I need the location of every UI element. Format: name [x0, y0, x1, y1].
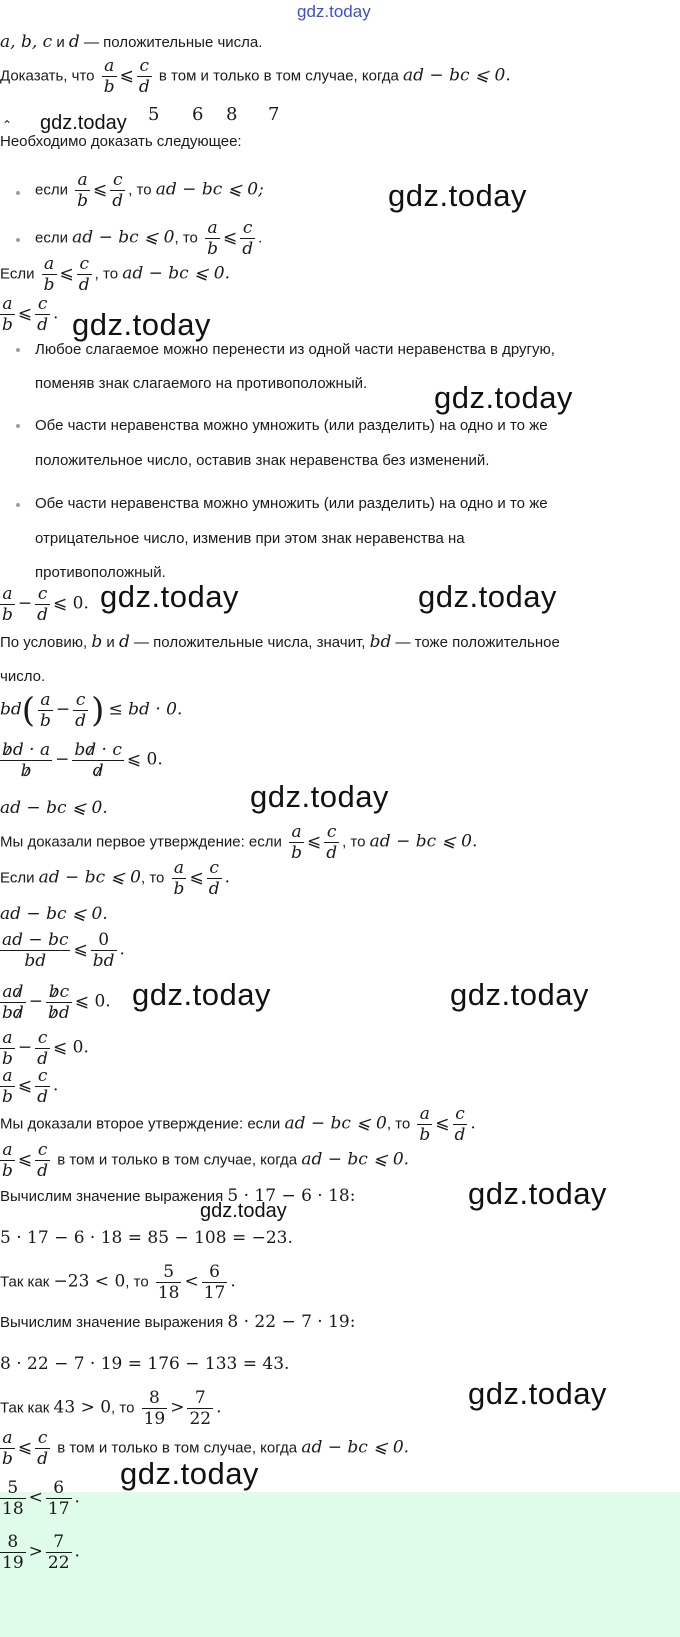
condition-line: По условию, b и d — положительные числа, значит, bd — тоже положительное: [0, 632, 560, 652]
conclusion: $\frac{a}{b}$ ⩽ $\frac{c}{d}$ в том и только в том случае, когда ad − bc ⩽ 0.: [2, 1140, 410, 1181]
condition-line-2: число.: [0, 668, 46, 685]
given-line: a, b, c и d — положительные числа.: [0, 32, 263, 52]
multiply-line: bd( $\frac{a}{b}$ − $\frac{c}{d}$ ) ≤ bd · 0.: [0, 690, 183, 731]
prove-statement: Доказать, что $\frac{a}{b}$ ⩽ $\frac{c}{d}$ в том и только в том случае, когда ad − bc ⩽ 0.: [0, 56, 511, 97]
if-second: Если ad − bc ⩽ 0, то $\frac{a}{b}$ ⩽ $\frac{c}{d}$ .: [0, 858, 230, 899]
watermark: gdz.today: [468, 1176, 607, 1211]
since-1: Так как −23 < 0, то $\frac{5}{18}$ < $\frac{6}{17}$ .: [0, 1262, 236, 1303]
number: 8: [226, 104, 238, 125]
answer-1: $\frac{5}{18}$ < $\frac{6}{17}$ .: [2, 1478, 80, 1519]
watermark: gdz.today: [72, 307, 211, 342]
rule-text: Обе части неравенства можно умножить (или разделить) на одно и то же: [35, 417, 548, 434]
watermark: gdz.today: [200, 1200, 287, 1222]
bullet: [16, 191, 20, 195]
rule-text: Любое слагаемое можно перенести из одной части неравенства в другую,: [35, 341, 555, 358]
fraction-inequality-2: $\frac{a}{b}$ ⩽ $\frac{c}{d}$ .: [2, 1066, 59, 1107]
answer-2: $\frac{8}{19}$ > $\frac{7}{22}$ .: [2, 1532, 80, 1573]
split-line: $\frac{ad}{bd}$ − $\frac{bc}{bd}$ ⩽ 0.: [2, 982, 111, 1023]
result-2: 8 · 22 − 7 · 19 = 176 − 133 = 43.: [0, 1354, 290, 1374]
caret: ⌃: [2, 118, 13, 132]
watermark: gdz.today: [120, 1456, 259, 1491]
divide-line: $\frac{ad - bc}{bd}$ ⩽ $\frac{0}{bd}$ .: [2, 930, 125, 971]
bullet: [16, 424, 20, 428]
if-line: Если $\frac{a}{b}$ ⩽ $\frac{c}{d}$ , то ad − bc ⩽ 0.: [0, 254, 230, 295]
rule-text: поменяв знак слагаемого на противоположный.: [35, 375, 368, 392]
proved-first: Мы доказали первое утверждение: если $\frac{a}{b}$ ⩽ $\frac{c}{d}$ , то ad − bc ⩽ 0.: [0, 822, 478, 863]
watermark: gdz.today: [418, 579, 557, 614]
result-line: ad − bc ⩽ 0.: [0, 798, 108, 818]
bullet-text: если ad − bc ⩽ 0, то $\frac{a}{b}$ ⩽ $\frac{c}{d}$ .: [35, 218, 263, 259]
number: 5: [148, 104, 160, 125]
watermark: gdz.today: [40, 112, 127, 134]
watermark: gdz.today: [250, 779, 389, 814]
start-second: ad − bc ⩽ 0.: [0, 904, 108, 924]
rule-text: отрицательное число, изменив при этом знак неравенства на: [35, 530, 465, 547]
bullet: [16, 503, 20, 507]
watermark: gdz.today: [450, 977, 589, 1012]
bullet: [16, 238, 20, 242]
number: 6: [192, 104, 204, 125]
difference-inequality: $\frac{a}{b}$ − $\frac{c}{d}$ ⩽ 0.: [2, 584, 89, 625]
rule-text: противоположный.: [35, 564, 166, 581]
result-1: 5 · 17 − 6 · 18 = 85 − 108 = −23.: [0, 1228, 293, 1248]
cancel-line: $\frac{bd \cdot a}{b}$ − $\frac{bd \cdot c}{d}$ ⩽ 0.: [2, 740, 163, 781]
watermark: gdz.today: [468, 1376, 607, 1411]
compute-2: Вычислим значение выражения 8 · 22 − 7 · 19:: [0, 1312, 356, 1332]
watermark: gdz.today: [388, 178, 527, 213]
bullet: [16, 348, 20, 352]
watermark: gdz.today: [434, 380, 573, 415]
since-2: Так как 43 > 0, то $\frac{8}{19}$ > $\frac{7}{22}$ .: [0, 1388, 222, 1429]
rule-text: Обе части неравенства можно умножить (или разделить) на одно и то же: [35, 495, 548, 512]
compute-1: Вычислим значение выражения 5 · 17 − 6 · 18:: [0, 1186, 356, 1206]
watermark: gdz.today: [100, 579, 239, 614]
difference-inequality-2: $\frac{a}{b}$ − $\frac{c}{d}$ ⩽ 0.: [2, 1028, 89, 1069]
bullet-text: если $\frac{a}{b}$ ⩽ $\frac{c}{d}$ , то ad − bc ⩽ 0;: [35, 170, 264, 211]
watermark: gdz.today: [132, 977, 271, 1012]
number: 7: [268, 104, 280, 125]
proved-second: Мы доказали второе утверждение: если ad − bc ⩽ 0, то $\frac{a}{b}$ ⩽ $\frac{c}{d}$ .: [0, 1104, 476, 1145]
watermark-top: gdz.today: [297, 2, 371, 21]
answer-statement: $\frac{a}{b}$ ⩽ $\frac{c}{d}$ в том и только в том случае, когда ad − bc ⩽ 0.: [2, 1428, 410, 1469]
rule-text: положительное число, оставив знак неравенства без изменений.: [35, 452, 490, 469]
answer-highlight: [0, 1492, 680, 1637]
fraction-inequality: $\frac{a}{b}$ ⩽ $\frac{c}{d}$ .: [2, 294, 59, 335]
need-prove-heading: Необходимо доказать следующее:: [0, 133, 242, 150]
